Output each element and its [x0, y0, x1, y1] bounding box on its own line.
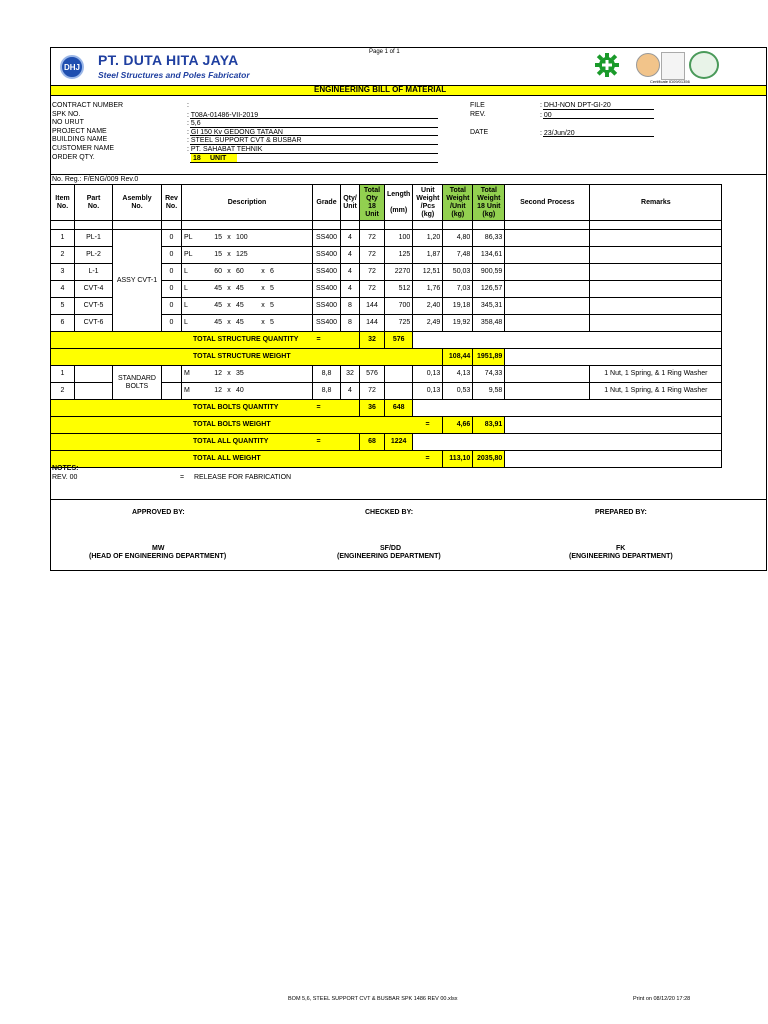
- table-row: 2 M 12 x 40 8,8 4 72 0,13 0,53 9,58 1 Nut, 1 Spring, & 1 Ring Washer: [51, 383, 722, 400]
- building-name-value: : STEEL SUPPORT CVT & BUSBAR: [187, 137, 302, 144]
- notes-eq: =: [180, 474, 185, 481]
- spk-no-value: : T08A-01486-VII-2019: [187, 112, 259, 119]
- col-length: Length (mm): [385, 185, 413, 221]
- no-reg: No. Reg.: F/ENG/009 Rev.0: [52, 176, 139, 183]
- date-underline: [543, 136, 654, 137]
- notes-title: NOTES:: [52, 465, 79, 472]
- assembly-name: ASSY CVT-1: [113, 230, 162, 332]
- table-header-row: [51, 185, 722, 221]
- col-rev: Rev No.: [162, 185, 182, 221]
- file-underline: [543, 109, 654, 110]
- table-row: 5 CVT-5 0 L 45 x 45 x 5 SS400 8 144 700 2,40 19,18 345,31: [51, 298, 722, 315]
- total-structure-weight-row: TOTAL STRUCTURE WEIGHT 108,44 1951,89: [51, 349, 722, 366]
- info-divider: [51, 174, 766, 175]
- prepared-dept: (ENGINEERING DEPARTMENT): [569, 553, 673, 560]
- description-cell: M 12 x 40: [182, 383, 313, 400]
- company-name: PT. DUTA HITA JAYA: [98, 52, 239, 68]
- table-row: 3 L-1 0 L 60 x 60 x 6 SS400 4 72 2270 12,51 50,03 900,59: [51, 264, 722, 281]
- col-qty-unit: Qty/ Unit: [341, 185, 360, 221]
- col-second-process: Second Process: [505, 185, 590, 221]
- company-tagline: Steel Structures and Poles Fabricator: [98, 70, 250, 80]
- customer-underline: [190, 153, 438, 154]
- building-underline: [190, 144, 438, 145]
- total-structure-quantity-row: TOTAL STRUCTURE QUANTITY = 32 576: [51, 332, 722, 349]
- approved-name: MW: [152, 545, 165, 552]
- sgs-cert-icon: [636, 53, 660, 77]
- col-asembly: Asembly No.: [113, 185, 162, 221]
- contract-number-label: CONTRACT NUMBER: [52, 102, 124, 109]
- project-underline: [190, 135, 438, 136]
- prepared-name: FK: [616, 545, 626, 552]
- order-qty-unit: UNIT: [210, 155, 227, 162]
- file-label: FILE: [470, 102, 485, 109]
- safety-gear-icon: [594, 52, 620, 78]
- rev-label: REV.: [470, 111, 486, 118]
- rev-underline: [543, 118, 654, 119]
- spk-underline: [190, 118, 438, 119]
- description-cell: L 45 x 45 x 5: [182, 281, 313, 298]
- checked-dept: (ENGINEERING DEPARTMENT): [337, 553, 441, 560]
- certificate-label: Certificate ID09/01356: [650, 79, 690, 84]
- doc-title: ENGINEERING BILL OF MATERIAL: [314, 85, 447, 94]
- total-bolts-quantity-row: TOTAL BOLTS QUANTITY = 36 648: [51, 400, 722, 417]
- description-cell: L 45 x 45 x 5: [182, 315, 313, 332]
- col-remarks: Remarks: [590, 185, 722, 221]
- description-cell: PL 15 x 100: [182, 230, 313, 247]
- col-total-weight-unit: Total Weight /Unit (kg): [443, 185, 473, 221]
- col-total-weight-18: Total Weight 18 Unit (kg): [473, 185, 505, 221]
- description-cell: L 60 x 60 x 6: [182, 264, 313, 281]
- table-row: 2 PL-2 0 PL 15 x 125 SS400 4 72 125 1,87 7,48 134,61: [51, 247, 722, 264]
- company-logo: DHJ: [60, 55, 84, 79]
- file-value: : DHJ-NON DPT-GI-20: [540, 102, 611, 109]
- no-urut-label: NO URUT: [52, 119, 84, 126]
- table-row: 6 CVT-6 0 L 45 x 45 x 5 SS400 8 144 725 2,49 19,92 358,48: [51, 315, 722, 332]
- notes-divider: [51, 499, 766, 500]
- col-part: Part No.: [75, 185, 113, 221]
- total-all-weight-row: TOTAL ALL WEIGHT = 113,10 2035,80: [51, 451, 722, 468]
- order-underline: [190, 162, 438, 163]
- description-cell: PL 15 x 125: [182, 247, 313, 264]
- spacer-row: [51, 221, 722, 230]
- bom-table: [50, 184, 722, 468]
- description-cell: L 45 x 45 x 5: [182, 298, 313, 315]
- approved-dept: (HEAD OF ENGINEERING DEPARTMENT): [89, 553, 227, 560]
- page-label: Page 1 of 1: [369, 49, 400, 55]
- total-bolts-weight-row: TOTAL BOLTS WEIGHT = 4,66 83,91: [51, 417, 722, 434]
- customer-name-value: : PT. SAHABAT TEHNIK: [187, 146, 263, 153]
- building-name-label: BUILDING NAME: [52, 136, 108, 143]
- notes-text: RELEASE FOR FABRICATION: [194, 474, 292, 481]
- kan-cert-icon: [689, 51, 719, 79]
- col-total-qty: Total Qty 18 Unit: [360, 185, 385, 221]
- ukas-cert-icon: [661, 52, 685, 80]
- customer-name-label: CUSTOMER NAME: [52, 145, 115, 152]
- footer-printed: Print on 08/12/20 17:28: [633, 996, 691, 1002]
- bolts-group: STANDARD BOLTS: [113, 366, 162, 400]
- col-description: Description: [182, 185, 313, 221]
- date-label: DATE: [470, 129, 489, 136]
- footer-filename: BOM 5,6, STEEL SUPPORT CVT & BUSBAR SPK 1486 REV 00.xlsx: [288, 996, 458, 1002]
- description-cell: M 12 x 35: [182, 366, 313, 383]
- table-row: 1 PL-1 ASSY CVT-1 0 PL 15 x 100 SS400 4 72 100 1,20 4,80 86,33: [51, 230, 722, 247]
- approved-label: APPROVED BY:: [132, 509, 185, 516]
- contract-number-value: :: [187, 102, 189, 109]
- project-name-label: PROJECT NAME: [52, 128, 107, 135]
- total-all-quantity-row: TOTAL ALL QUANTITY = 68 1224: [51, 434, 722, 451]
- notes-rev: REV. 00: [52, 474, 78, 481]
- no-urut-value: : 5,6: [187, 120, 201, 127]
- rev-value: : 00: [540, 112, 552, 119]
- col-item: Item No.: [51, 185, 75, 221]
- date-value: : 23/Jun/20: [540, 130, 575, 137]
- checked-name: SF/DD: [380, 545, 401, 552]
- prepared-label: PREPARED BY:: [595, 509, 647, 516]
- urut-underline: [190, 127, 438, 128]
- table-row: 4 CVT-4 0 L 45 x 45 x 5 SS400 4 72 512 1,76 7,03 126,57: [51, 281, 722, 298]
- spk-no-label: SPK NO.: [52, 111, 81, 118]
- order-qty-label: ORDER QTY.: [52, 154, 95, 161]
- table-row: 1 STANDARD BOLTS M 12 x 35 8,8 32 576 0,13 4,13 74,33 1 Nut, 1 Spring, & 1 Ring Washer: [51, 366, 722, 383]
- col-unit-weight: Unit Weight /Pcs (kg): [413, 185, 443, 221]
- order-qty-value: 18: [193, 155, 201, 162]
- project-name-value: : GI 150 Kv GEDONG TATAAN: [187, 129, 283, 136]
- col-grade: Grade: [313, 185, 341, 221]
- checked-label: CHECKED BY:: [365, 509, 414, 516]
